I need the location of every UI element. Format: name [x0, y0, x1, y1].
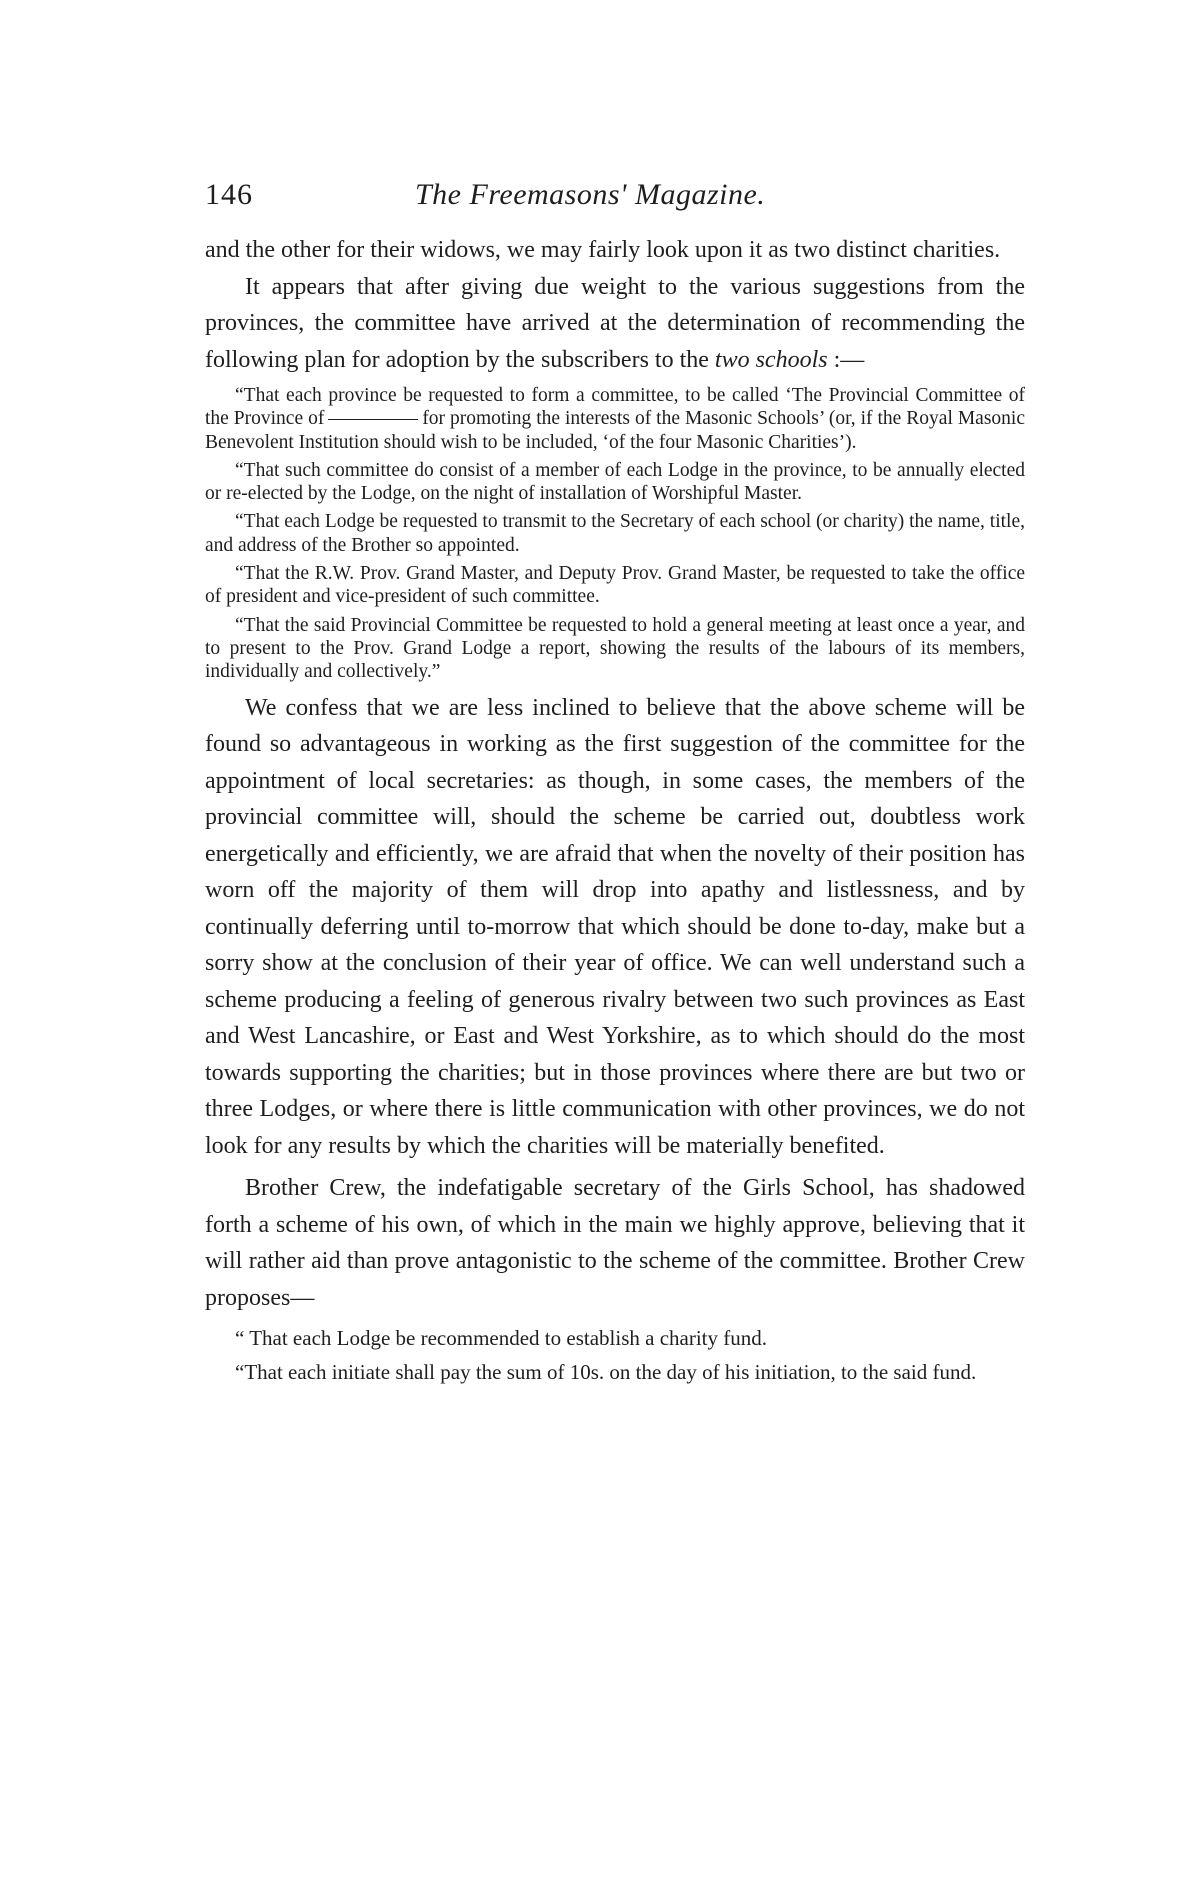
page-header: [205, 178, 1025, 218]
quote-text: for promoting the interests of the Masonic Schools’ (or, if the Royal Masonic Benevolent Institution should wish to be included, ‘of the four Masonic Charities’).: [205, 408, 1025, 453]
running-title: The Freemasons' Magazine.: [415, 178, 766, 211]
blank-line: [328, 419, 418, 420]
quote-resolution-3: “That each Lodge be requested to transmit to the Secretary of each school (or charity) the name, title, and address of the Brother so appointed.: [205, 511, 1025, 556]
quote-resolution-2: “That such committee do consist of a member of each Lodge in the province, to be annually elected or re-elected by the Lodge, on the night of installation of Worshipful Master.: [205, 459, 1025, 505]
paragraph-text: :—: [827, 346, 865, 373]
quote-resolution-1: [205, 384, 1025, 454]
quote-proposal-2: “That each initiate shall pay the sum of 10s. on the day of his initiation, to the said fund.: [235, 1360, 977, 1385]
paragraph-commentary: We confess that we are less inclined to believe that the above scheme will be found so advantageous in working as the first suggestion of the committee for the appointment of local secretaries: as though, in some cases, the members of the provincial committee will, should the scheme be carried out, doubtless work energetically and efficiently, we are afraid that when the novelty of their position has worn off the majority of them will drop into apathy and listlessness, and by continually deferring until to-morrow that which should be done to-day, make but a sorry show at the conclusion of their year of office. We can well understand such a scheme producing a feeling of generous rivalry between two such provinces as East and West Lancashire, or East and West Yorkshire, as to which should do the most towards supporting the charities; but in those provinces where there are but two or three Lodges, or where there is little communication with other provinces, we do not look for any results by which the charities will be materially benefited.: [205, 694, 1025, 1159]
paragraph-text: It appears that after giving due weight to the various suggestions from the provinces, the committee have arrived at the determination of recommending the following plan for adoption by the subscribers to the: [205, 273, 1025, 373]
paragraph-brother-crew: Brother Crew, the indefatigable secretary of the Girls School, has shadowed forth a scheme of his own, of which in the main we highly approve, believing that it will rather aid than prove antagonistic to the scheme of the committee. Brother Crew proposes—: [205, 1175, 1025, 1311]
quoted-resolutions: [205, 384, 1025, 684]
article-body: [205, 232, 1025, 1385]
quote-text: “That each province be requested to form a committee, to be called ‘The Provincial Committee of the Province of: [205, 385, 1025, 430]
page-number: 146: [205, 178, 253, 211]
quote-resolution-4: “That the R.W. Prov. Grand Master, and Deputy Prov. Grand Master, be requested to take the office of president and vice-president of such committee.: [205, 563, 1025, 608]
paragraph-committee-plan: [205, 269, 1025, 379]
quote-proposal-1: “ That each Lodge be recommended to establish a charity fund.: [235, 1326, 767, 1351]
quote-resolution-5: “That the said Provincial Committee be requested to hold a general meeting at least once a year, and to present to the Prov. Grand Lodge a report, showing the results of the labours of its members, individually and collectively.”: [205, 614, 1025, 683]
emphasis-text: two schools: [714, 346, 828, 373]
paragraph-continuation: and the other for their widows, we may fairly look upon it as two distinct charities.: [205, 237, 1001, 263]
